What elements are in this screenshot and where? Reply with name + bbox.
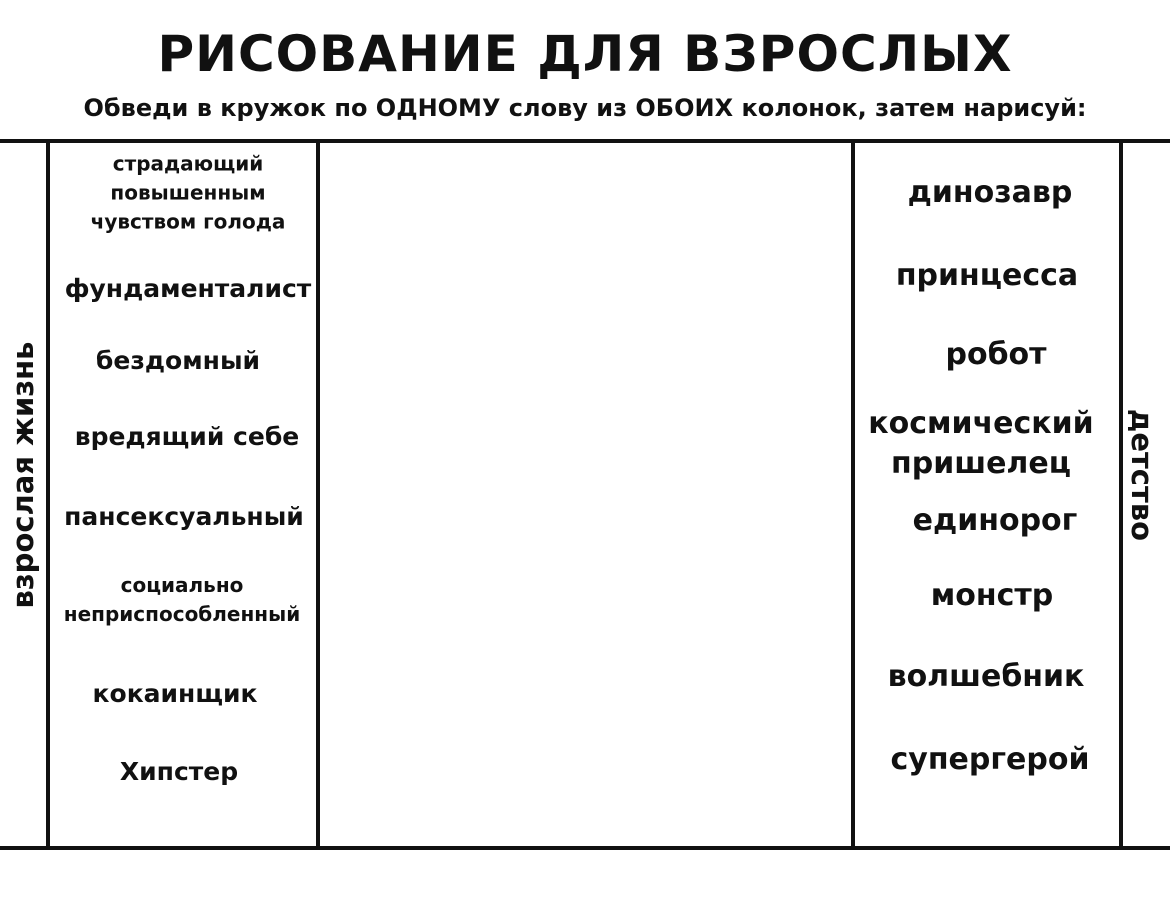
instructions: Обведи в кружок по ОДНОМУ слову из ОБОИХ колонок, затем нарисуй: (83, 94, 1087, 122)
child-word-4[interactable]: космический пришелец (868, 406, 1094, 481)
child-word-1[interactable]: динозавр (907, 175, 1073, 210)
adult-word-3[interactable]: бездомный (95, 346, 261, 375)
adult-word-6[interactable]: социально неприспособленный (63, 573, 301, 626)
table-bottom-border (0, 846, 1170, 850)
page-title: РИСОВАНИЕ ДЛЯ ВЗРОСЛЫХ (157, 25, 1013, 83)
child-word-8[interactable]: супергерой (890, 742, 1090, 777)
child-word-5[interactable]: единорог (912, 503, 1078, 538)
left-label-divider (46, 139, 50, 850)
adult-word-4[interactable]: вредящий себе (74, 422, 300, 451)
adult-word-1[interactable]: страдающий повышенным чувством голода (90, 151, 286, 234)
adult-word-2[interactable]: фундаменталист (64, 274, 312, 303)
right-label-divider (1119, 139, 1123, 850)
child-word-3[interactable]: робот (945, 337, 1047, 372)
adult-word-8[interactable]: Хипстер (119, 757, 239, 786)
child-word-7[interactable]: волшебник (887, 659, 1085, 694)
drawing-area[interactable] (320, 143, 851, 846)
adult-word-5[interactable]: пансексуальный (64, 502, 304, 531)
adult-word-7[interactable]: кокаинщик (92, 679, 258, 708)
drawing-area-divider (851, 139, 855, 850)
adulthood-column-label: взрослая жизнь (6, 341, 40, 609)
child-word-2[interactable]: принцесса (895, 258, 1079, 293)
childhood-column-label: детство (1125, 408, 1159, 542)
child-word-6[interactable]: монстр (930, 578, 1054, 613)
